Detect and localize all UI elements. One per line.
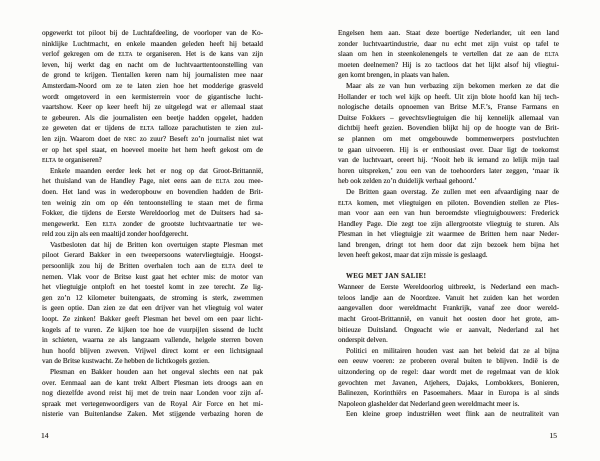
text-line: te gaan uitvoeren. Hij is er enthousiast over. Daar ligt de toekomst xyxy=(338,144,559,154)
text-line: van de luchtvaart, oreert hij. ‘Nooit heb ik iemand zo lelijk mijn taal xyxy=(338,155,559,165)
text-line: wordt omgetoverd in een kermisterrein voor de gigantische lucht- xyxy=(42,91,263,101)
text-line: horen uitspreken,’ zou een van de toehoorders later zeggen, ‘maar ik xyxy=(338,165,559,175)
text-line: aangevallen door wereldmacht Frankrijk, vanaf zee door wereld- xyxy=(338,303,559,313)
smallcaps-term: NRC xyxy=(124,136,137,143)
text-line: spraak met vertegenwoordigers van de Royal Air Force en het mi- xyxy=(42,398,263,408)
text-line: nisterie van Buitenlandse Zaken. Met stijgende verbazing horen de xyxy=(42,409,263,419)
right-page-text xyxy=(338,28,559,420)
left-page-text xyxy=(42,28,263,420)
text-line: Napoleon glashelder dat Nederland geen wereldmacht meer is. xyxy=(338,398,520,408)
text-line: kogels af te vuren. Ze kijken toe hoe de vuurpijlen sissend de lucht xyxy=(42,324,263,334)
text-line: te gebeuren. Als die journalisten een beetje hadden opgelet, hadden xyxy=(42,112,263,122)
text-line: Fokker, die tijdens de Eerste Wereldoorlog met de Duitsers had sa- xyxy=(42,208,263,218)
text-line: ninklijke Luchtmacht, en enkele maanden geleden heeft hij betaald xyxy=(42,38,263,48)
text-line: Wanneer de Eerste Wereldoorlog uitbreekt, is Nederland een mach- xyxy=(338,282,559,292)
text-line: doen. Het land was in wederopbouw en bovendien hadden de Brit- xyxy=(42,186,263,196)
text-line: gevochten met Javanen, Atjehers, Dajaks, Lombokkers, Bonieren, xyxy=(338,377,559,387)
smallcaps-term: ELTA xyxy=(42,158,57,165)
smallcaps-term: ELTA xyxy=(140,126,155,133)
text-line: De Britten gaan overstag. Ze zullen met een afvaardiging naar de xyxy=(346,186,559,196)
text-line: teloos landje aan de Noordzee. Vanuit het zuiden kan het worden xyxy=(338,292,559,302)
text-line: verlof gekregen om de ELTA te organiseren. Het is de kans van zijn xyxy=(42,49,263,59)
text-line: bitieuze Duitsland. Ongeacht wie er aanvalt, Nederland zal het xyxy=(338,324,559,334)
text-line: ten weinig zin om op één tentoonstelling te staan met de firma xyxy=(42,197,263,207)
text-line: Enkele maanden eerder leek het er nog op dat Groot-Brittannië, xyxy=(50,165,263,175)
text-line: Plesman en Bakker houden aan het ongeval slechts een nat pak xyxy=(50,367,263,376)
smallcaps-term: ELTA xyxy=(221,264,236,271)
text-line: slaan om hen in steenkolenengels te vertellen dat ze aan de ELTA xyxy=(338,49,559,59)
text-line: persoonlijk zou hij de Britten overhalen toch aan de ELTA deel te xyxy=(42,261,263,271)
text-line: Balinezen, Korinthiërs en Pasoemahers. Maar in Europa is al sinds xyxy=(338,388,559,398)
text-line: Politici en militairen houden vast aan het beleid dat ze al bijna xyxy=(346,345,559,355)
text-line: er op het spel staat, en hoeveel moeite het hem heeft gekost om de xyxy=(42,144,263,154)
text-line: in schieten, waarna ze als langzaam vallende, helgele sterren boven xyxy=(42,335,263,345)
text-line: het thuisland van de Handley Page, niet eens aan de ELTA zou mee- xyxy=(42,176,263,186)
text-line: land brengen, dringt tot hem door dat zijn bezoek hem bijna het xyxy=(338,239,559,249)
text-line: piloot Gerard Bakker in een tweepersoons watervliegtuigje. Hoogst- xyxy=(42,250,263,260)
text-line: onderspit delven. xyxy=(338,335,388,345)
text-line: ELTA komen, met vliegtuigen en piloten. Bovendien stellen ze Ples- xyxy=(338,197,559,207)
text-line: een eeuw voeren: ze proberen overal buiten te blijven. Indië is de xyxy=(338,356,559,366)
text-line: macht Groot-Brittannië, en vanuit het oosten door het grote, am- xyxy=(338,314,559,324)
text-line: Vastbesloten dat hij de Britten kon overtuigen stapte Plesman met xyxy=(50,239,263,249)
text-line: Maar als ze van hun verbazing zijn bekomen merken ze dat die xyxy=(346,80,559,90)
text-line: Een kleine groep industriëlen weet flink aan de neutraliteit van xyxy=(346,409,559,419)
section-heading: WEG MET JAN SALIE! xyxy=(346,272,427,280)
text-line: ze geweten dat er tijdens de ELTA talloze parachutisten te zien zul- xyxy=(42,123,263,133)
text-line: Hollander er toch wel kijk op heeft. Uit zijn blote hoofd kan hij tech- xyxy=(338,91,559,101)
text-line: het vliegtuigje ontploft en het toestel komt in zee terecht. Ze lig- xyxy=(42,282,263,292)
text-line: opgewerkt tot piloot bij de Luchtafdeeling, de voorloper van de Ko- xyxy=(42,28,263,37)
text-line: Duitse Fokkers – gevechtsvliegtuigen die hij kennelijk allemaal van xyxy=(338,112,559,122)
text-line: man voor aan een van hun beroemdste vliegtuigbouwers: Frederick xyxy=(338,208,559,218)
text-line: over. Eenmaal aan de kant trekt Albert Plesman iets droogs aan en xyxy=(42,377,263,387)
text-line: nemen. Vlak voor de Britse kust gaat het echter mis: de motor van xyxy=(42,271,263,281)
text-line: Handley Page. Die zegt toe zijn allergrootste vliegtuig te sturen. Als xyxy=(338,218,559,228)
text-line: mengewerkt. Een ELTA zonder de grootste luchtvaartnatie ter we- xyxy=(42,218,263,228)
text-line: Engelsen hem aan. Staat deze boertige Nederlander, uit een land xyxy=(338,28,559,37)
text-line: van de Britse kustwacht. Ze hebben de lichtkogels gezien. xyxy=(42,356,210,366)
text-line: se plannen om met omgebouwde bommenwerpers postvluchten xyxy=(338,133,559,143)
text-line: zonder luchtvaartindustrie, daar nu echt met zijn vuist op tafel te xyxy=(338,38,559,48)
text-line: uitzondering op de regel: daar wordt met de regelmaat van de klok xyxy=(338,367,559,376)
folio-right: 15 xyxy=(549,431,557,440)
text-line: nologische details opnoemen van Britse M.F.’s, Franse Farmans en xyxy=(338,102,559,112)
text-line: is geen optie. Dan zien ze dat een drijver van het vliegtuig vol water xyxy=(42,303,263,313)
text-line: hun hoofd blijven zweven. Vrijwel direct komt er een lichtsignaal xyxy=(42,345,263,355)
text-line: loopt. Ze zinken! Bakker geeft Plesman het bevel om een paar licht- xyxy=(42,314,263,324)
smallcaps-term: ELTA xyxy=(338,200,353,207)
text-line: Plesman in het vliegtuigje zit waarmee de Britten hem naar Neder- xyxy=(338,229,559,239)
text-line: Amsterdam-Noord om ze te laten zien hoe het modderige grasveld xyxy=(42,80,263,90)
smallcaps-term: ELTA xyxy=(544,52,559,59)
text-line: leven, hij werkt dag en nacht om de luchtvaarttentoonstelling van xyxy=(42,59,263,69)
text-line: heb ook zelden zo’n duidelijk verhaal gehoord.’ xyxy=(338,176,477,186)
text-line: dichtbij heeft gezien. Bovendien blijkt hij op de hoogte van de Brit- xyxy=(338,123,559,133)
smallcaps-term: ELTA xyxy=(118,52,133,59)
text-line: ELTA te organiseren? xyxy=(42,155,102,165)
smallcaps-term: ELTA xyxy=(102,221,117,228)
text-line: nog diezelfde avond reist hij met de trein naar Londen voor zijn af- xyxy=(42,388,263,398)
text-line: gen zo’n 12 kilometer buitengaats, de stroming is sterk, zwemmen xyxy=(42,292,263,302)
text-line: gen komt brengen, in plaats van halen. xyxy=(338,70,450,80)
text-line: leven heeft gekost, maar dat zijn missie is geslaagd. xyxy=(338,250,488,260)
text-line: vaartshow. Keer op keer heeft hij ze uitgelegd wat er allemaal staat xyxy=(42,102,263,112)
folio-left: 14 xyxy=(41,431,49,440)
text-line: moeten deelnemen? Hij is zo tactloos dat het lijkt alsof hij vliegtui- xyxy=(338,59,559,69)
text-line: len zijn. Waarom doet de NRC zo zuur? Beseft zo’n journalist niet wat xyxy=(42,133,263,143)
text-line: reld zou zijn als een maaltijd zonder hoofdgerecht. xyxy=(42,229,189,239)
text-line: de grond te krijgen. Tientallen keren nam hij journalisten mee naar xyxy=(42,70,263,80)
smallcaps-term: ELTA xyxy=(215,179,231,186)
